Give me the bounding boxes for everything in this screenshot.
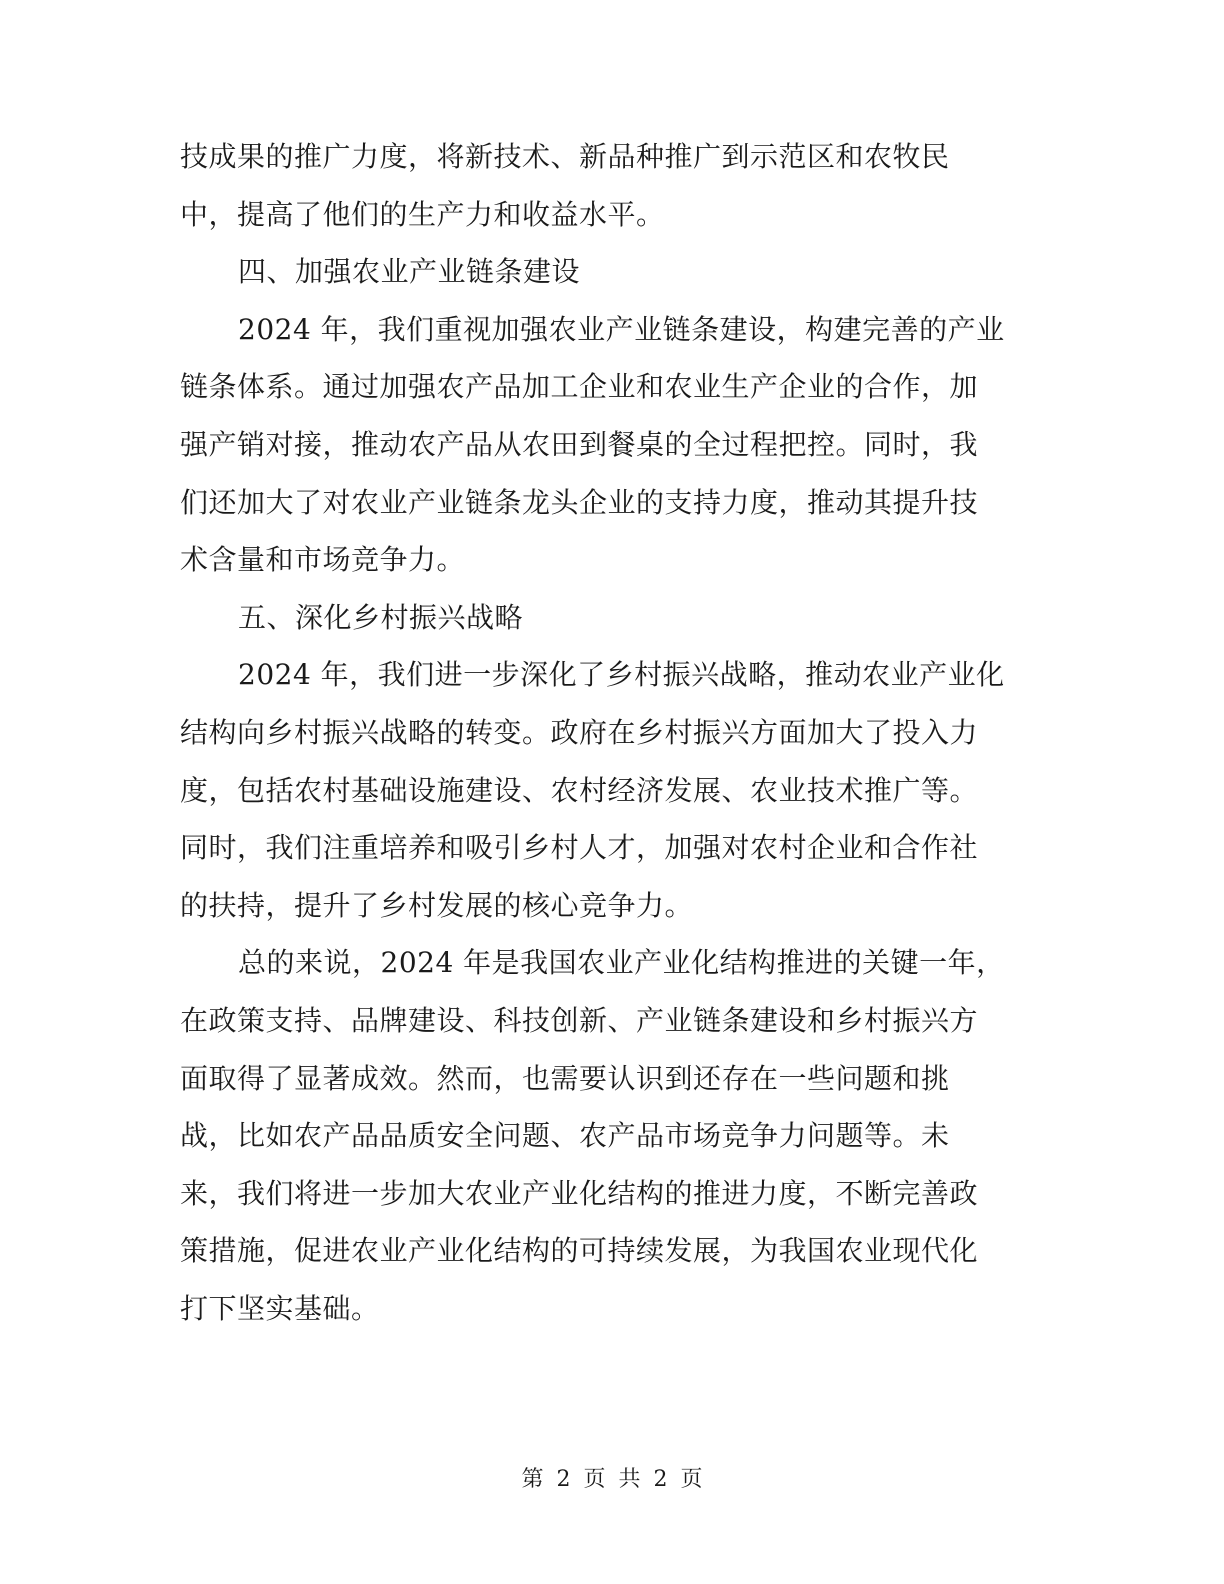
document-body — [180, 128, 1020, 1337]
paragraph-line: 技成果的推广力度，将新技术、新品种推广到示范区和农牧民 — [180, 140, 950, 173]
paragraph-line: 面取得了显著成效。然而，也需要认识到还存在一些问题和挑 — [180, 1061, 950, 1095]
paragraph-line: 策措施，促进农业产业化结构的可持续发展，为我国农业现代化 — [180, 1234, 979, 1268]
paragraph-line: 2024 年，我们进一步深化了乡村振兴战略，推动农业产业化 — [238, 658, 1005, 692]
page-number: 第 2 页 共 2 页 — [521, 1467, 703, 1492]
paragraph-line: 结构向乡村振兴战略的转变。政府在乡村振兴方面加大了投入力 — [180, 715, 979, 749]
paragraph-line: 总的来说，2024 年是我国农业产业化结构推进的关键一年， — [238, 946, 1005, 980]
section-heading: 五、深化乡村振兴战略 — [238, 600, 524, 634]
paragraph-line: 打下坚实基础。 — [180, 1291, 380, 1325]
paragraph-line: 们还加大了对农业产业链条龙头企业的支持力度，推动其提升技 — [180, 485, 979, 519]
paragraph-line: 在政策支持、品牌建设、科技创新、产业链条建设和乡村振兴方 — [180, 1003, 979, 1037]
paragraph-line: 强产销对接，推动农产品从农田到餐桌的全过程把控。同时，我 — [180, 427, 979, 461]
paragraph-line: 中，提高了他们的生产力和收益水平。 — [180, 197, 665, 231]
paragraph-line: 2024 年，我们重视加强农业产业链条建设，构建完善的产业 — [238, 312, 1005, 346]
section-heading: 四、加强农业产业链条建设 — [238, 255, 581, 289]
paragraph-line: 同时，我们注重培养和吸引乡村人才，加强对农村企业和合作社 — [180, 831, 979, 865]
paragraph-line: 来，我们将进一步加大农业产业化结构的推进力度，不断完善政 — [180, 1176, 979, 1210]
paragraph-line: 的扶持，提升了乡村发展的核心竞争力。 — [180, 888, 694, 922]
paragraph-line: 链条体系。通过加强农产品加工企业和农业生产企业的合作，加 — [180, 370, 979, 404]
paragraph-line: 术含量和市场竞争力。 — [180, 543, 466, 577]
paragraph-line: 战，比如农产品品质安全问题、农产品市场竞争力问题等。未 — [180, 1119, 950, 1153]
paragraph-line: 度，包括农村基础设施建设、农村经济发展、农业技术推广等。 — [180, 773, 979, 807]
